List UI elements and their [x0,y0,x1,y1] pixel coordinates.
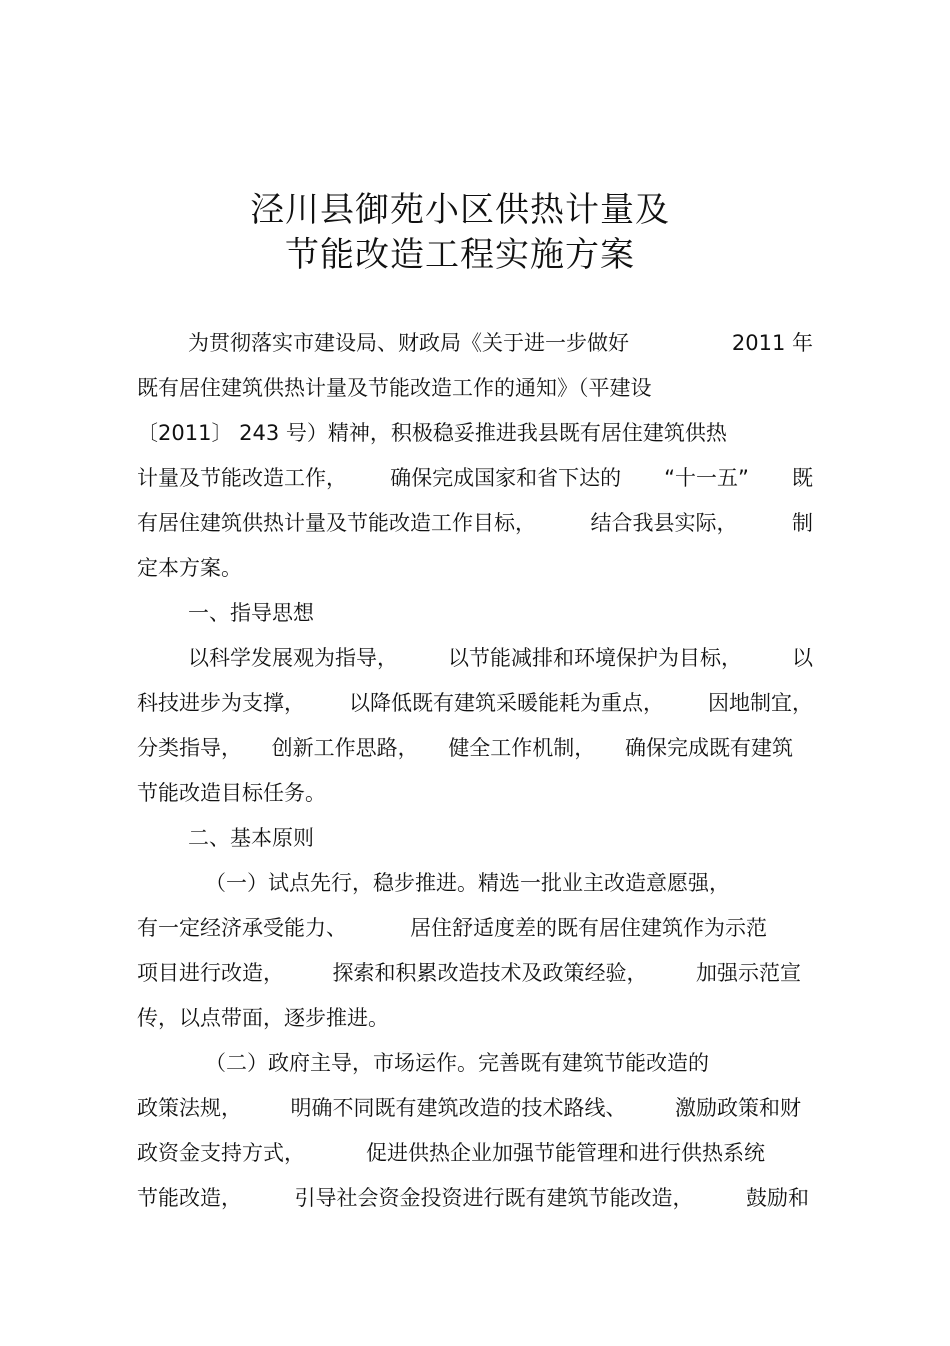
paragraph-line: 政资金支持方式， 促进供热企业加强节能管理和进行供热系统 [137,1141,765,1165]
section-heading: 二、基本原则 [188,826,314,850]
document-title-line-1: 泾川县御苑小区供热计量及 [250,190,670,230]
paragraph-line: 〔2011〕 243 号）精神，积极稳妥推进我县既有居住建筑供热 [137,421,727,445]
paragraph-line: （二）政府主导，市场运作。完善既有建筑节能改造的 [205,1051,709,1075]
paragraph-line: 定本方案。 [137,556,242,580]
paragraph-line: 节能改造目标任务。 [137,781,326,805]
paragraph-line: 政策法规， 明确不同既有建筑改造的技术路线、 激励政策和财 [137,1096,801,1120]
paragraph-line: 有居住建筑供热计量及节能改造工作目标， 结合我县实际， 制 [137,511,813,535]
paragraph-line: （一）试点先行，稳步推进。精选一批业主改造意愿强， [205,871,730,895]
paragraph-line: 既有居住建筑供热计量及节能改造工作的通知》（平建设 [137,376,652,400]
paragraph-line: 有一定经济承受能力、 居住舒适度差的既有居住建筑作为示范 [137,916,767,940]
paragraph-line: 科技进步为支撑， 以降低既有建筑采暖能耗为重点， 因地制宜， [137,691,813,715]
paragraph-line: 节能改造， 引导社会资金投资进行既有建筑节能改造， 鼓励和 [137,1186,809,1210]
paragraph-line: 传，以点带面，逐步推进。 [137,1006,389,1030]
paragraph-line: 为贯彻落实市建设局、财政局《关于进一步做好 2011 年 [188,331,813,355]
document-title-line-2: 节能改造工程实施方案 [285,235,635,275]
paragraph-line: 分类指导， 创新工作思路， 健全工作机制， 确保完成既有建筑 [137,736,793,760]
paragraph-line: 计量及节能改造工作， 确保完成国家和省下达的 “十一五” 既 [137,466,813,490]
paragraph-line: 以科学发展观为指导， 以节能减排和环境保护为目标， 以 [188,646,813,670]
section-heading: 一、指导思想 [188,601,314,625]
paragraph-line: 项目进行改造， 探索和积累改造技术及政策经验， 加强示范宣 [137,961,801,985]
